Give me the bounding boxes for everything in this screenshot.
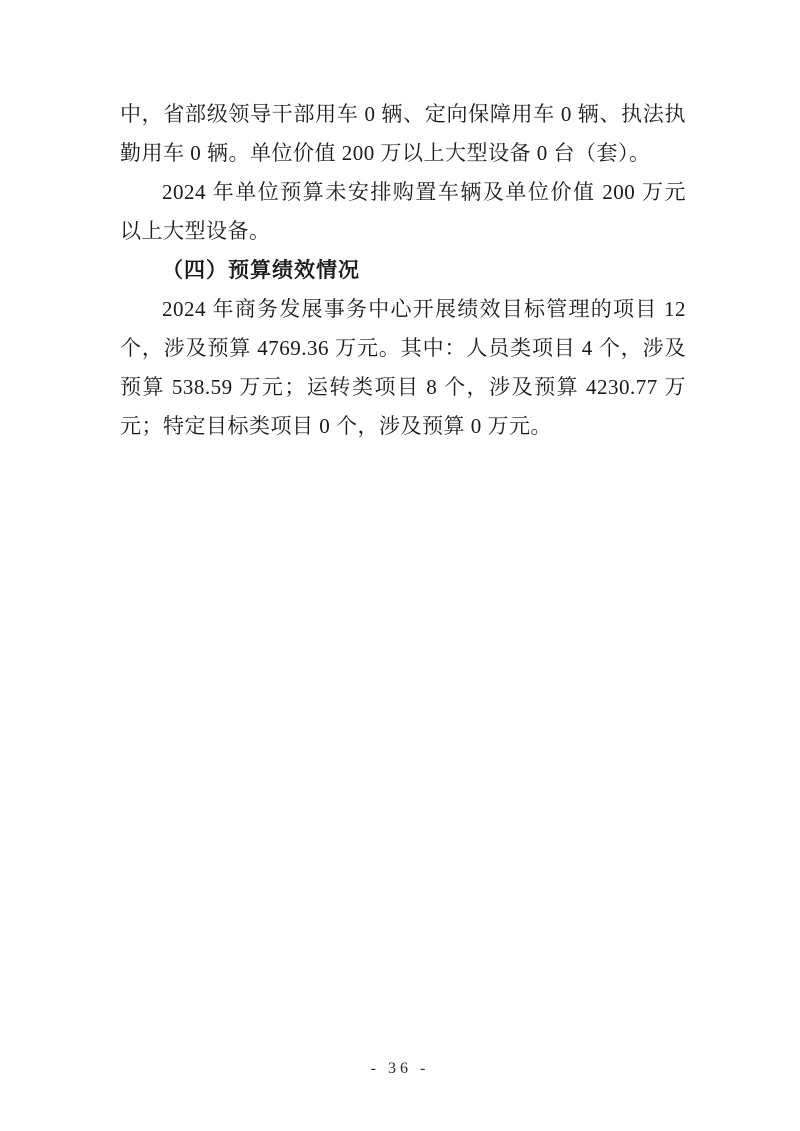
paragraph-no-vehicle-purchase: 2024 年单位预算未安排购置车辆及单位价值 200 万元以上大型设备。 (120, 180, 686, 243)
page-footer (0, 1060, 800, 1078)
document-body (120, 95, 686, 446)
paragraph-performance-target-management: 2024 年商务发展事务中心开展绩效目标管理的项目 12 个，涉及预算 4769.36 万元。其中：人员类项目 4 个，涉及预算 538.59 万元；运转类项目 8 个，涉及预算 4230.77 万元；特定目标类项目 0 个，涉及预算 0 万元。 (120, 297, 686, 438)
paragraph-official-vehicles-continued: 中，省部级领导干部用车 0 辆、定向保障用车 0 辆、执法执勤用车 0 辆。单位价值 200 万以上大型设备 0 台（套）。 (120, 102, 686, 165)
section-heading-budget-performance: （四）预算绩效情况 (162, 258, 360, 282)
page-number: - 36 - (370, 1060, 430, 1077)
